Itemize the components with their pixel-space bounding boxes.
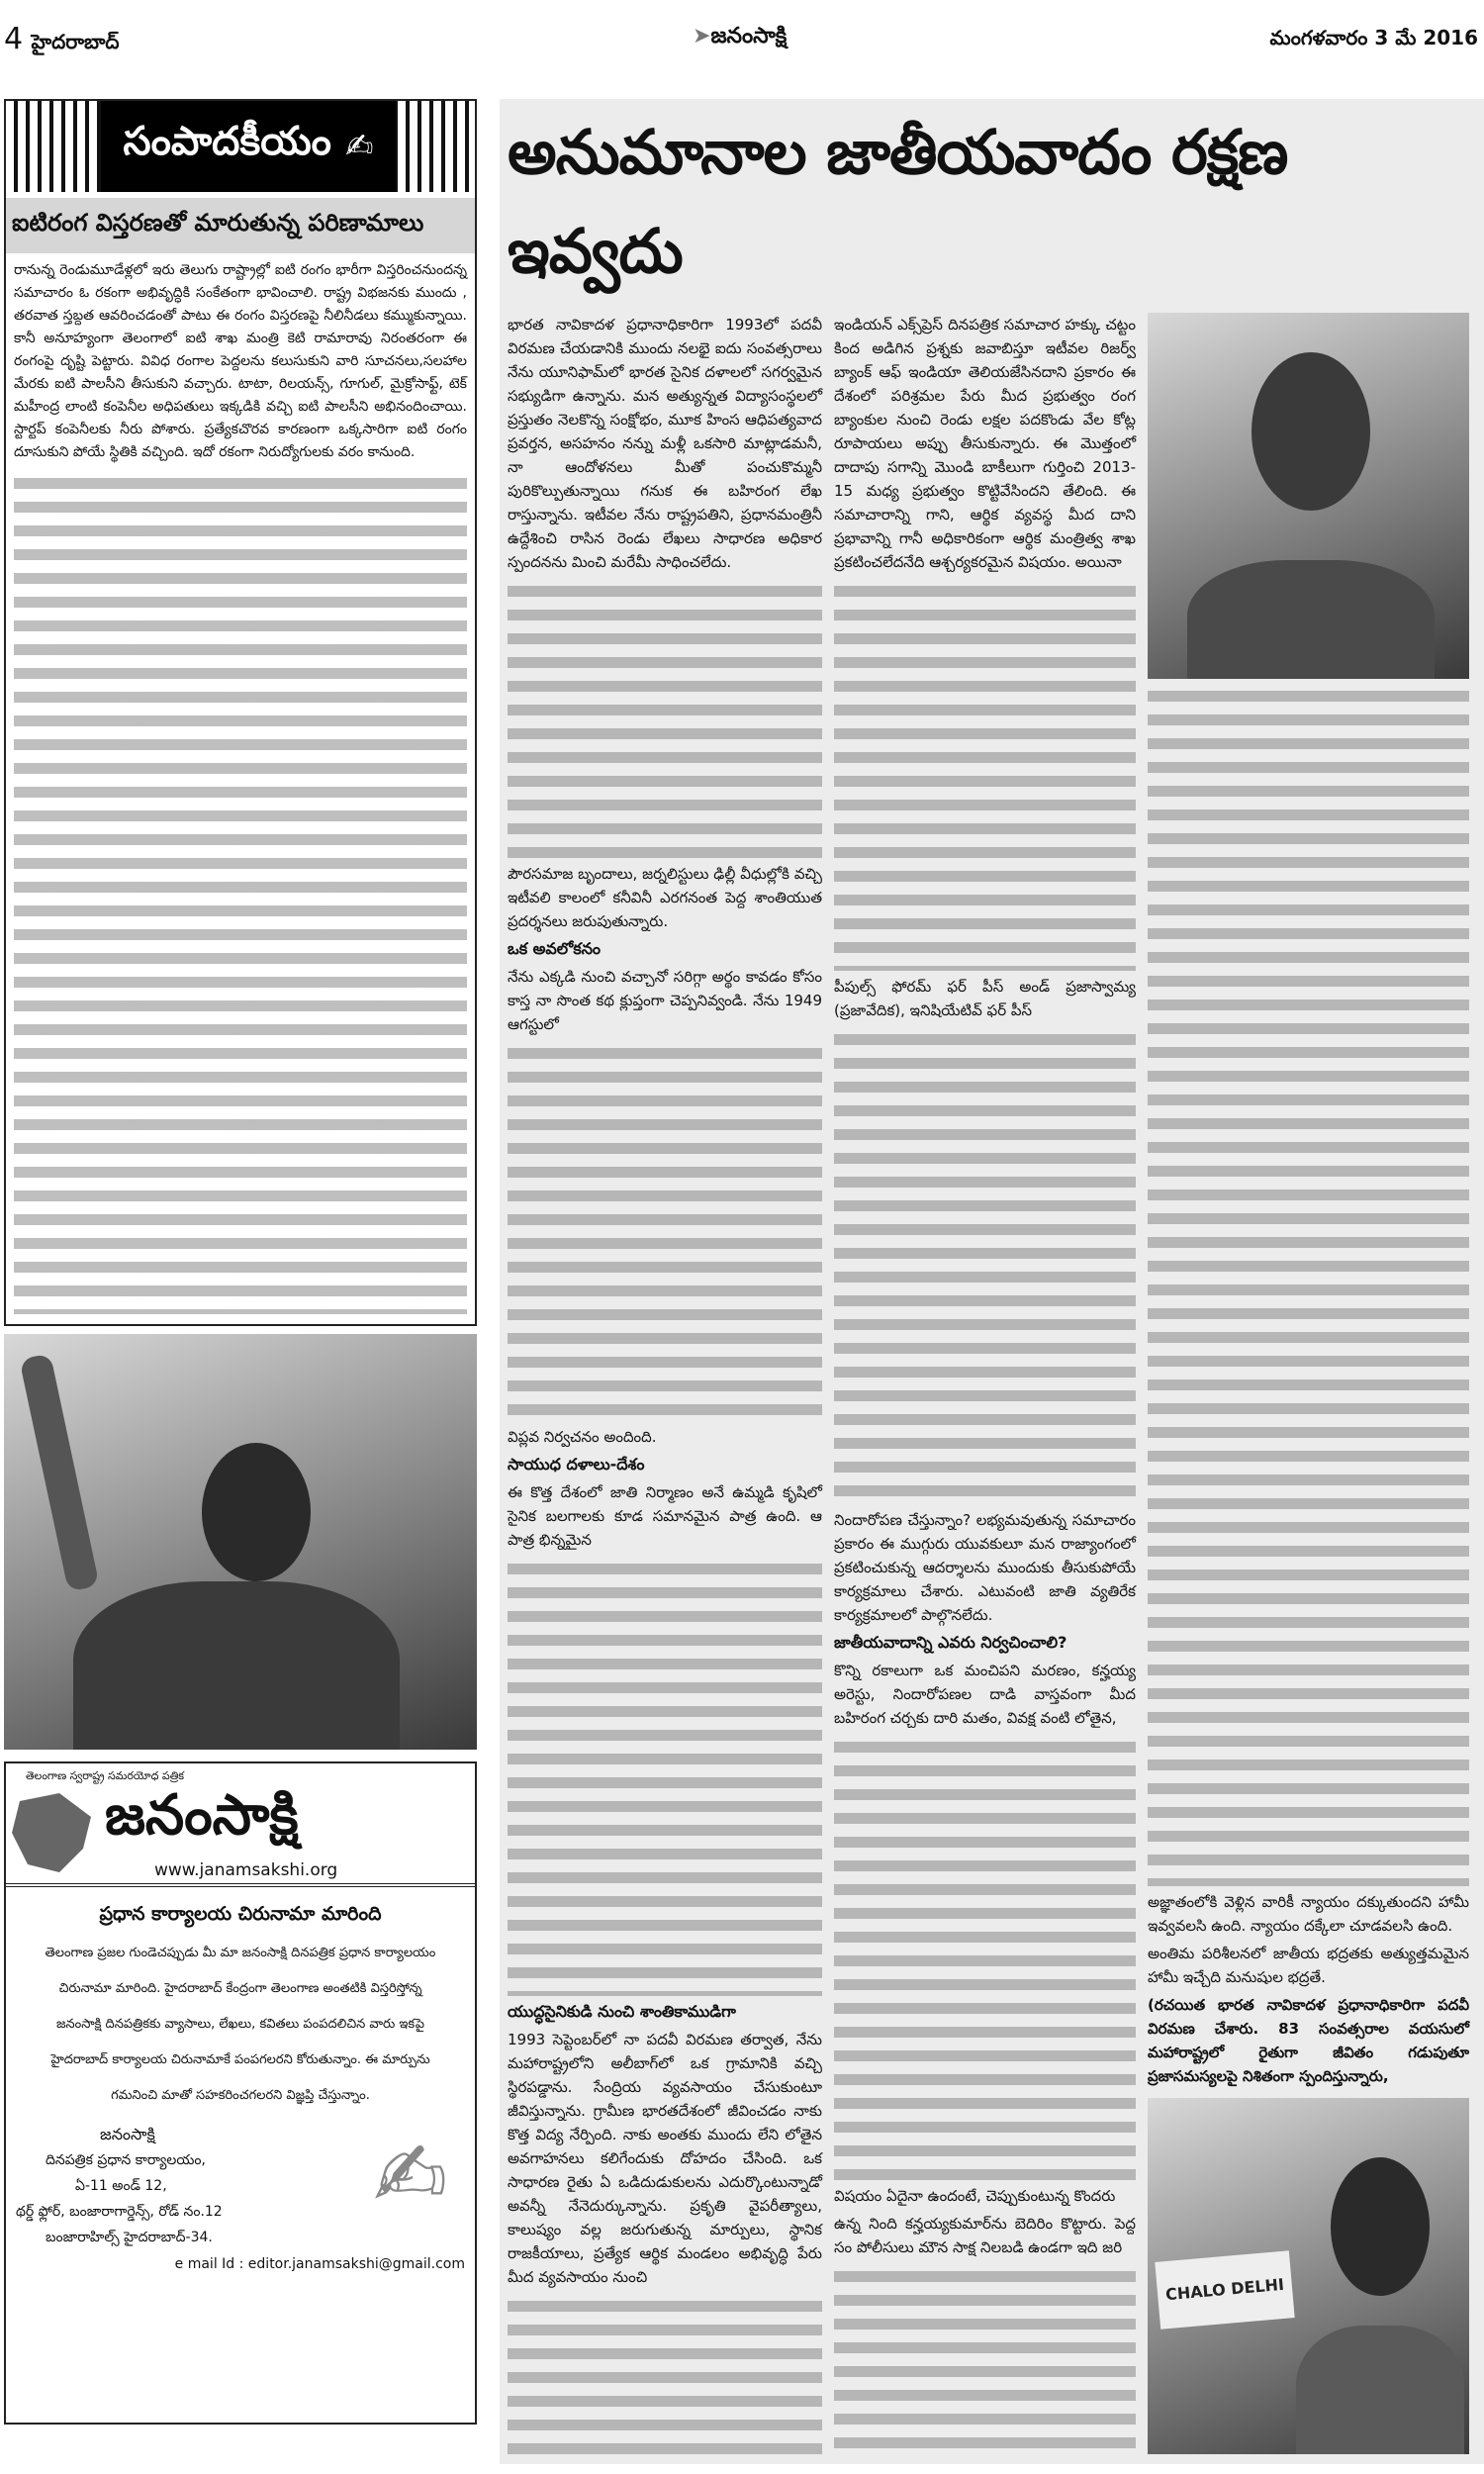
subheading-armed-forces: సాయుధ దళాలు-దేశం [508,1454,645,1474]
protester-photo [4,1334,477,1750]
editorial-body-continued [14,470,467,1314]
address-line: ఏ-11 అండ్‌ 12, [75,2178,167,2194]
address-line: థర్డ్‌ ఫ్లోర్‌, బంజారాగార్డెన్స్‌, రోడ్‌ నం.12 [16,2204,223,2220]
address-line: జనంసాక్షి [100,2125,155,2143]
article-column-3-text [1148,683,1469,1886]
address-line: దినపత్రిక ప్రధాన కార్యాలయం, [46,2152,206,2168]
article-column-2-text [834,1734,1136,2180]
article-paragraph: ఉన్న నింది కన్హయ్యకుమార్‌ను బెదిరిం కొట్టారు. పెద్ద సం పోలీసులు మౌన సాక్ష నిలబడి ఉండగా ఇది జరి [834,2214,1136,2256]
subheading-who-defines-nationalism: జాతీయవాదాన్ని ఎవరు నిర్వచించాలి? [834,1633,1067,1653]
editorial-section [4,99,477,1326]
telangana-map-icon [12,1793,91,1872]
logo-icon: ➤ [693,24,711,48]
student-with-poster-photo [1148,2098,1469,2454]
editorial-banner [6,101,475,192]
article-column-3 [1148,313,1469,2454]
author-note: (రచయిత భారత నావికాదళ ప్రధానాధికారిగా పదవీ విరమణ చేశారు. 83 సంవత్సరాల వయసులో మహారాష్ట్రలో రైతుగా జీవితం గడుపుతూ ప్రజాసమస్యలపై నిశితంగా స్పందిస్తున్నారు, [1148,1996,1469,2085]
ad-tagline: తెలంగాణ స్వరాష్ట్ర సమరయోధ పత్రిక [26,1769,185,1782]
article-paragraph: ఇండియన్‌ ఎక్స్‌ప్రెస్‌ దినపత్రిక సమాచార హక్కు చట్టం కింద అడిగిన ప్రశ్నకు జవాబిస్తూ ఇటీవల రిజర్వ్‌ బ్యాంక్‌ ఆఫ్‌ ఇండియా తెలియజేసినదాని ప్రకారం ఈ దేశంలో పరిశ్రమల పేరు మీద ప్రభుత్వం రంగ బ్యాంకుల నుంచి రెండు లక్షల పదకొండు వేల కోట్ల రూపాయలు అప్పు తీసుకున్నారు. ఈ మొత్తంలో దాదాపు సగాన్ని మొండి బాకీలుగా గుర్తించి 2013-15 మధ్య ప్రభుత్వం కొట్టివేసిందని తేలింది. ఈ సమాచారాన్ని గాని, ఆర్థిక వ్యవస్థ మీద దాని ప్రభావాన్ని గానీ అధికారికంగా ఆర్థిక మంత్రిత్వ శాఖ ప్రకటించలేదనేది ఆశ్చర్యకరమైన విషయం. అయినా [834,316,1136,571]
article-paragraph: నిందారోపణ చేస్తున్నాం? లభ్యమవుతున్న సమాచారం ప్రకారం ఈ ముగ్గురు యువకులూ మన రాజ్యాంగంలో ప్రకటించుకున్న ఆదర్శాలను ముందుకు తీసుకుపోయే కార్యక్రమాలు చేశారు. ఎటువంటి జాతి వ్యతిరేక కార్యక్రమాలలో పాల్గొనలేదు. [834,1511,1136,1625]
issue-date: మంగళవారం 3 మే 2016 [1269,26,1478,49]
article-paragraph: అంతిమ పరిశీలనలో జాతీయ భద్రతకు అత్యుత్తమమైన హామీ ఇచ్చేది మనుషుల భద్రతే. [1148,1945,1469,1986]
student-portrait-photo [1148,313,1469,679]
article-column-2 [834,313,1136,2454]
ad-title: ప్రధాన కార్యాలయ చిరునామా మారింది [99,1903,382,1925]
article-columns [500,305,1484,2464]
article-paragraph: విప్లవ నిర్వచనం అందింది. [508,1427,657,1446]
masthead-logo-text: జనంసాక్షి [710,24,788,48]
ad-lines [6,1936,475,2114]
ad-logo: జనంసాక్షి [105,1783,299,1848]
article-column-1-text [508,578,822,858]
ad-line: తెలంగాణ ప్రజల గుండెచప్పుడు మీ మా జనంసాక్షి దినపత్రిక ప్రధాన కార్యాలయం [45,1946,436,1960]
subheading-soldier-to-peacemaker: యుద్ధసైనికుడి నుంచి శాంతికాముడిగా [508,2002,736,2022]
ad-website: www.janamsakshi.org [154,1860,338,1880]
ad-email: e mail Id : editor.janamsakshi@gmail.com [174,2256,465,2272]
pen-writing-icon: ✍ [344,127,374,166]
editorial-headline: ఐటిరంగ విస్తరణతో మారుతున్న పరిణామాలు [6,198,475,253]
hand-with-pen-icon: ✍ [373,2124,448,2228]
ad-header [6,1763,475,1887]
article-column-1 [508,313,822,2454]
ad-line: జనంసాక్షి దినపత్రికకు వ్యాసాలు, లేఖలు, కవితలు పంపదలిచిన వారు ఇకపై [56,2017,424,2032]
editorial-banner-title: సంపాదకీయం [123,119,331,164]
subheading-overview: ఒక అవలోకనం [508,938,602,958]
main-article [500,99,1484,2464]
editorial-body: రానున్న రెండుమూడేళ్లలో ఇరు తెలుగు రాష్ట్రాల్లో ఐటి రంగం భారీగా విస్తరించనుందన్న సమాచారం ఓ రకంగా అభివృద్ధికి సంకేతంగా భావించాలి. రాష్ట్ర విభజనకు ముందు , తరవాత స్తబ్దత ఆవరించడంతో పాటు ఈ రంగం విస్తరణపై నీలినీడలు కమ్ముకున్నాయి. కానీ అనూహ్యంగా తెలంగాలో ఐటి శాఖ మంత్రి కెటి రామారావు నిరంతరంగా ఈ రంగంపై దృష్టి పెట్టారు. వివిధ రంగాల పెద్దలను కలుసుకుని వారి సూచనలు,సలహాల మేరకు ఐటి పాలసీని తీసుకుని వచ్చారు. టాటా, రిలయన్స్‌, గూగుల్‌, మైక్రోసాఫ్ట్‌, టెక్‌ మహీంద్ర లాంటి కంపెనీల అధిపతులు ఇక్కడికి వచ్చి ఐటి పాలసీని అభినందించాయి. స్టార్టప్‌ కంపెనీలకు నీరు పోశారు. ప్రత్యేకచొరవ కారణంగా ఒక్కసారిగా ఐటి రంగం దూసుకుని పోయే స్థితికి వచ్చింది. ఇదో రకంగా నిరుద్యోగులకు వరం కానుంది. [14,262,467,460]
edition-label: హైదరాబాద్ [31,30,120,53]
janamsakshi-ad [4,1761,477,2425]
article-column-2-text [834,2263,1136,2454]
article-paragraph: కొన్ని రకాలుగా ఒక మంచిపని మరణం, కన్హయ్య అరెస్టు, నిందారోపణల దాడి వాస్తవంగా మీద బహిరంగ చర్చకు దారి మతం, వివక్ష వంటి లోతైన, [834,1662,1136,1728]
address-line: బంజారాహిల్స్‌ హైదరాబాద్‌-34. [46,2230,213,2245]
chalo-delhi-poster: CHALO DELHI [1155,2250,1294,2330]
ad-line: హైదరాబాద్‌ కార్యాలయ చిరునామాకే పంపగలరని కోరుతున్నాం. ఈ మార్పును [50,2052,430,2067]
article-column-1-text [508,1556,822,1996]
ad-line: చిరునామా మారింది. హైదరాబాద్‌ కేంద్రంగా తెలంగాణ అంతటికి విస్తరిస్తోన్న [58,1981,422,1996]
ad-address [16,2122,356,2250]
article-paragraph: ఈ కొత్త దేశంలో జాతి నిర్మాణం అనే ఉమ్మడి కృషిలో సైనిక బలగాలకు కూడ సమానమైన పాత్ర ఉంది. ఆ పాత్ర భిన్నమైన [508,1482,822,1549]
masthead-logo [693,24,787,53]
article-column-1-text [508,2293,822,2454]
ad-line: గమనించి మాతో సహకరించగలరని విజ్ఞప్తి చేస్తున్నాం. [111,2088,370,2103]
article-paragraph: పౌరసమాజ బృందాలు, జర్నలిస్టులు ఢిల్లీ వీధుల్లోకి వచ్చి ఇటీవలి కాలంలో కనీవినీ ఎరగనంత పెద్ద శాంతియుత ప్రదర్శనలు జరుపుతున్నారు. [508,864,822,930]
article-paragraph: 1993 సెప్టెంబర్‌లో నా పదవీ విరమణ తర్వాత, నేను మహారాష్ట్రలోని అలీబాగ్‌లో ఒక గ్రామానికి వచ్చి స్థిరపడ్డాను. సేంద్రియ వ్యవసాయం చేసుకుంటూ జీవిస్తున్నాను. గ్రామీణ భారతదేశంలో జీవించడం నాకు కొత్త విద్య నేర్పింది. నాకు అంతకు ముందు లేని లోతైన అవగాహనలు కలిగేందుకు దోహదం చేసింది. ఒక సాధారణ రైతు ఏ ఒడిదుడుకులను ఎదుర్కొంటున్నాడో అవన్నీ నేనెదుర్కున్నాను. ప్రకృతి వైపరీత్యాలు, కాలుష్యం వల్ల జరుగుతున్న మార్పులు, స్థానిక రాజకీయాలు, ప్రత్యేక ఆర్థిక మండలం అభివృద్ధి పేరు మీద వ్యవసాయం నుంచి [508,2031,822,2287]
page-number-edition [4,22,120,58]
article-paragraph: నేను ఎక్కడి నుంచి వచ్చానో సరిగ్గా అర్థం కావడం కోసం కాస్త నా సొంత కథ క్లుప్తంగా చెప్పనివ్వండి. నేను 1949 ఆగస్టులో [508,967,822,1033]
article-column-2-text [834,578,1136,971]
article-column-2-text [834,1026,1136,1504]
article-headline: అనుమానాల జాతీయవాదం రక్షణ ఇవ్వదు [508,116,1288,287]
article-paragraph: అజ్ఞాతంలోకి వెళ్లిన వారికీ న్యాయం దక్కుతుందని హామీ ఇవ్వవలసి ఉంది. న్యాయం దక్కేలా చూడవలసి ఉంది. [1148,1893,1469,1935]
article-paragraph: విషయం ఏదైనా ఉందంటే, చెప్పుకుంటున్న కొందరు [834,2186,1116,2205]
page-number: 4 [4,22,24,56]
article-paragraph: పీపుల్స్‌ ఫోరమ్‌ ఫర్‌ పీస్‌ అండ్‌ ప్రజాస్వామ్య (ప్రజావేదిక), ఇనిషియేటివ్‌ ఫర్‌ పీస్‌ [834,978,1136,1020]
article-paragraph: భారత నావికాదళ ప్రధానాధికారిగా 1993లో పదవీ విరమణ చేయడానికి ముందు నలభై ఐదు సంవత్సరాలు నేను యూనిఫామ్‌లో భారత సైనిక దళాలలో సగర్వమైన సభ్యుడిగా ఉన్నాను. మన అత్యున్నత విద్యాసంస్థలలో ప్రస్తుతం నెలకొన్న సంక్షోభం, మూక హింస ఆధిపత్యవాద ప్రవర్తన, అసహనం నన్ను మళ్లీ ఒకసారి మాట్లాడమనీ, నా ఆందోళనలు మీతో పంచుకొమ్మనీ పురికొల్పుతున్నాయి గనుక ఈ బహిరంగ లేఖ రాస్తున్నాను. ఇటీవల నేను రాష్ట్రపతిని, ప్రధానమంత్రినీ ఉద్దేశించి రాసిన రెండు లేఖలు సాధారణ అధికార స్పందనను మించి మరేమీ సాధించలేదు. [508,316,822,571]
article-column-1-text [508,1040,822,1421]
ad-address-row [6,2114,475,2250]
